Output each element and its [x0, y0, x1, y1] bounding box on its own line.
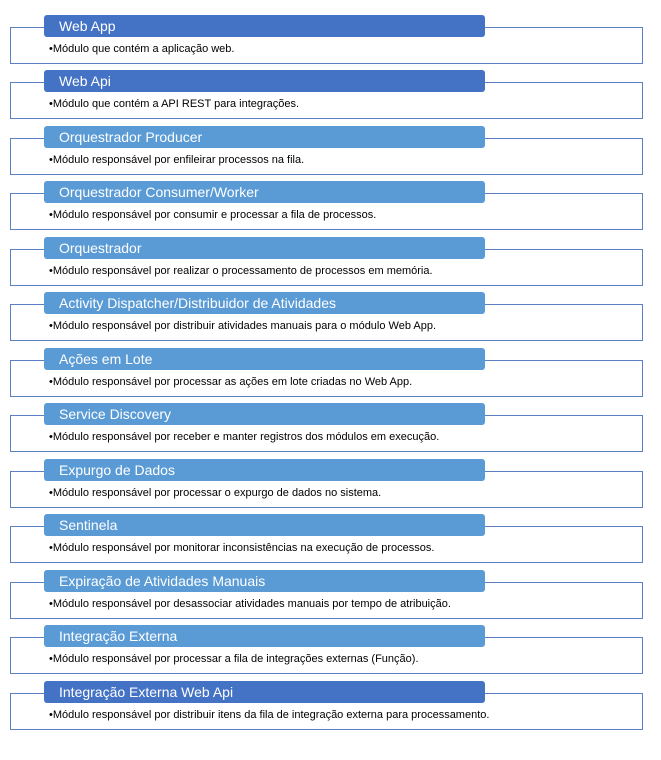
module-description-text: Módulo responsável por processar as ações em lote criadas no Web App.	[52, 376, 413, 388]
module-activity-dispatcher	[0, 292, 661, 348]
bullet: •	[49, 98, 53, 110]
module-integracao-externa	[0, 625, 661, 681]
module-description	[49, 652, 419, 666]
module-title: Web Api	[44, 70, 485, 92]
module-description-text: Módulo que contém a API REST para integrações.	[52, 98, 300, 110]
bullet: •	[49, 43, 53, 55]
module-title: Activity Dispatcher/Distribuidor de Atividades	[44, 292, 485, 314]
module-description	[49, 541, 434, 555]
module-title: Web App	[44, 15, 485, 37]
module-description	[49, 42, 234, 56]
bullet: •	[49, 209, 53, 221]
module-description-text: Módulo responsável por distribuir itens da fila de integração externa para processamento.	[52, 709, 490, 721]
module-acoes-em-lote	[0, 348, 661, 404]
module-description-text: Módulo responsável por realizar o processamento de processos em memória.	[52, 265, 433, 277]
module-description	[49, 597, 451, 611]
module-title: Orquestrador Consumer/Worker	[44, 181, 485, 203]
module-orquestrador	[0, 237, 661, 293]
module-web-app	[0, 15, 661, 71]
module-description	[49, 208, 376, 222]
module-description	[49, 708, 489, 722]
module-orquestrador-consumer	[0, 181, 661, 237]
bullet: •	[49, 598, 53, 610]
module-description-text: Módulo responsável por consumir e processar a fila de processos.	[52, 209, 377, 221]
module-description	[49, 319, 436, 333]
module-description-text: Módulo responsável por receber e manter registros dos módulos em execução.	[52, 431, 440, 443]
module-title: Orquestrador Producer	[44, 126, 485, 148]
module-web-api	[0, 70, 661, 126]
module-description-text: Módulo responsável por processar a fila de integrações externas (Função).	[52, 653, 419, 665]
bullet: •	[49, 431, 53, 443]
module-service-discovery	[0, 403, 661, 459]
module-description	[49, 486, 381, 500]
module-title: Expiração de Atividades Manuais	[44, 570, 485, 592]
bullet: •	[49, 376, 53, 388]
module-title: Integração Externa	[44, 625, 485, 647]
bullet: •	[49, 542, 53, 554]
bullet: •	[49, 653, 53, 665]
module-title: Sentinela	[44, 514, 485, 536]
module-description-text: Módulo que contém a aplicação web.	[52, 43, 235, 55]
module-description-text: Módulo responsável por enfileirar processos na fila.	[52, 154, 305, 166]
bullet: •	[49, 320, 53, 332]
module-description	[49, 97, 299, 111]
module-expiracao-atividades	[0, 570, 661, 626]
bullet: •	[49, 265, 53, 277]
module-sentinela	[0, 514, 661, 570]
module-expurgo-de-dados	[0, 459, 661, 515]
module-description	[49, 153, 304, 167]
bullet: •	[49, 709, 53, 721]
module-description	[49, 264, 433, 278]
module-description-text: Módulo responsável por monitorar inconsistências na execução de processos.	[52, 542, 435, 554]
module-description	[49, 430, 439, 444]
module-integracao-externa-web-api	[0, 681, 661, 737]
module-description-text: Módulo responsável por desassociar atividades manuais por tempo de atribuição.	[52, 598, 451, 610]
module-orquestrador-producer	[0, 126, 661, 182]
bullet: •	[49, 487, 53, 499]
module-title: Expurgo de Dados	[44, 459, 485, 481]
module-title: Integração Externa Web Api	[44, 681, 485, 703]
bullet: •	[49, 154, 53, 166]
module-title: Orquestrador	[44, 237, 485, 259]
module-description-text: Módulo responsável por processar o expurgo de dados no sistema.	[52, 487, 382, 499]
module-title: Ações em Lote	[44, 348, 485, 370]
module-description-text: Módulo responsável por distribuir atividades manuais para o módulo Web App.	[52, 320, 437, 332]
module-description	[49, 375, 412, 389]
module-title: Service Discovery	[44, 403, 485, 425]
